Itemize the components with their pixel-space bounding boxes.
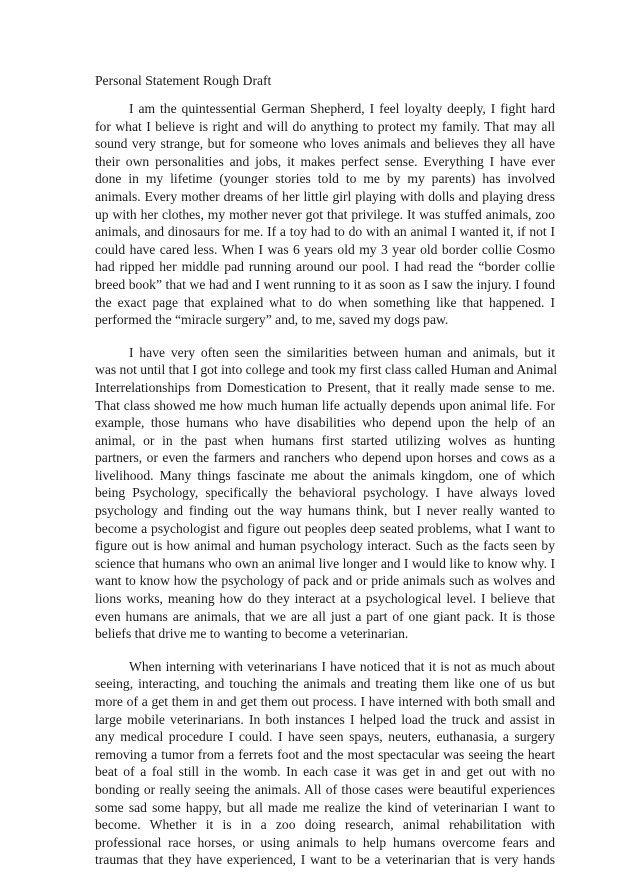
text-line: even humans are animals, that we are all just a part of one giant pack. It is those xyxy=(95,608,555,624)
text-line: partners, or even the farmers and ranchers who depend upon horses and cows as a xyxy=(95,450,555,466)
text-line: That class showed me how much human life actually depends upon animal life. For xyxy=(95,397,555,413)
text-line: seeing, interacting, and touching the animals and treating them like one of us but xyxy=(95,676,555,692)
paragraph-1 xyxy=(95,100,555,329)
text-line: could have cared less. When I was 6 years old my 3 year old border collie Cosmo xyxy=(95,241,555,257)
text-line: their own personalities and jobs, it makes perfect sense. Everything I have ever xyxy=(95,153,555,169)
text-line: more of a get them in and get them out process. I have interned with both small and xyxy=(95,694,555,709)
text-line: removing a tumor from a ferrets foot and the most spectacular was seeing the heart xyxy=(95,746,555,762)
text-line: animal, or in the past when humans first started utilizing wolves as hunting xyxy=(95,432,555,448)
text-line: I have very often seen the similarities between human and animals, but it xyxy=(129,344,555,360)
document-title: Personal Statement Rough Draft xyxy=(95,73,272,88)
text-line: had ripped her middle pad running around our pool. I had read the “border collie xyxy=(95,259,555,275)
text-line: bonding or really seeing the animals. All of those cases were beautiful experiences xyxy=(95,781,555,797)
text-line: psychology and finding out the way humans think, but I never really wanted to xyxy=(95,503,555,519)
text-line: breed book” that we had and I went running to it as soon as I saw the injury. I found xyxy=(95,276,555,292)
text-line: livelihood. Many things fascinate me about the animals kingdom, one of which xyxy=(95,467,555,483)
text-line: become a psychologist and figure out peoples deep seated problems, what I want to xyxy=(95,520,555,536)
text-line: become. Whether it is in a zoo doing research, animal rehabilitation with xyxy=(95,817,555,833)
text-line: science that humans who own an animal live longer and I would like to know why. I xyxy=(95,555,555,571)
text-line: figure out is how animal and human psychology interact. Such as the facts seen by xyxy=(95,538,555,554)
text-line: I am the quintessential German Shepherd, I feel loyalty deeply, I fight hard xyxy=(129,101,555,116)
text-line: Interrelationships from Domestication to Present, that it really made sense to me. xyxy=(95,379,555,395)
text-line: beat of a foal still in the womb. In each case it was get in and get out with no xyxy=(95,764,555,780)
text-line: some sad some happy, but all made me realize the kind of veterinarian I want to xyxy=(95,799,555,815)
text-line: When interning with veterinarians I have noticed that it is not as much about xyxy=(129,658,555,674)
document-body xyxy=(95,72,558,884)
text-line: animals. Every mother dreams of her little girl playing with dolls and playing dress xyxy=(95,188,555,204)
text-line: traumas that they have experienced, I want to be a veterinarian that is very hands xyxy=(95,852,555,868)
text-line: up with her clothes, my mother never got that privilege. It was stuffed animals, zoo xyxy=(95,206,555,222)
text-line: example, those humans who have disabilities who depend upon the help of an xyxy=(95,415,555,431)
text-line: animals, and dinosaurs for me. If a toy had to do with an animal I wanted it, if not I xyxy=(95,224,555,240)
text-line: lions works, meaning how do they interact at a psychological level. I believe that xyxy=(95,591,555,607)
paragraph-2 xyxy=(95,344,558,643)
text-line: large mobile veterinarians. In both instances I helped load the truck and assist in xyxy=(95,711,555,727)
text-line: sound very strange, but for someone who loves animals and believes they all have xyxy=(95,136,555,152)
text-line: want to know how the psychology of pack and or pride animals such as wolves and xyxy=(95,573,555,589)
text-line: professional race horses, or using animals to help humans overcome fears and xyxy=(95,834,555,850)
text-line: any medical procedure I could. I have seen spays, neuters, euthanasia, a surgery xyxy=(95,729,555,745)
paragraph-3 xyxy=(95,658,555,869)
text-line: was not until that I got into college and took my first class called Human and Animal xyxy=(95,362,558,378)
text-line: the exact page that explained what to do when something like that happened. I xyxy=(95,294,555,310)
text-line: beliefs that drive me to wanting to become a veterinarian. xyxy=(95,626,409,642)
text-line: being Psychology, specifically the behavioral psychology. I have always loved xyxy=(95,485,555,501)
text-line: done in my lifetime (younger stories told to me by my parents) has involved xyxy=(95,171,555,187)
text-line: performed the “miracle surgery” and, to me, saved my dogs paw. xyxy=(95,312,449,328)
text-line: for what I believe is right and will do anything to protect my family. That may all xyxy=(95,118,555,134)
